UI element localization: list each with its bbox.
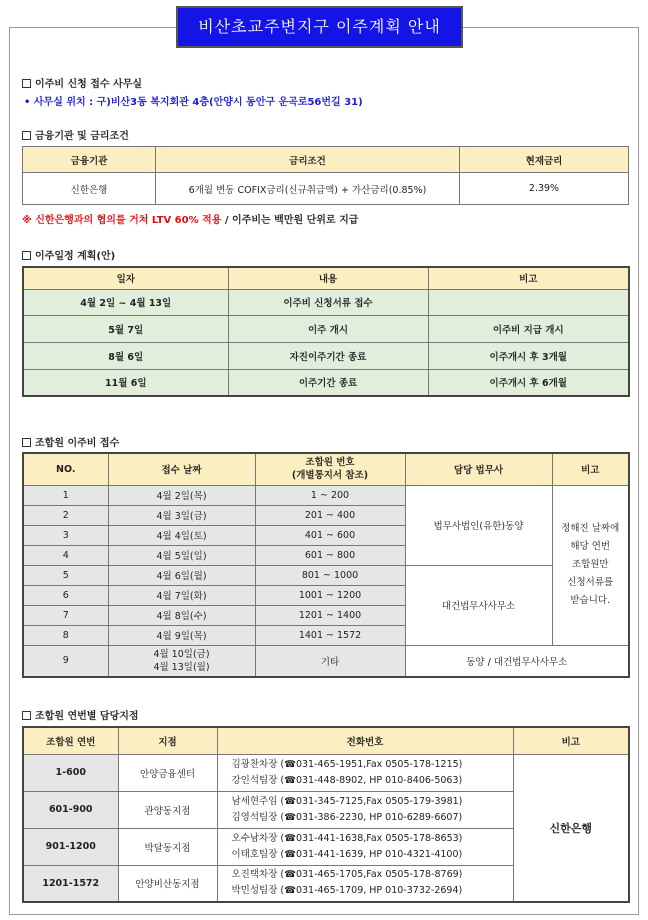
reception-cell: 5 — [23, 565, 108, 585]
reception-note: 정해진 날짜에 해당 연번 조합원만 신청서류를 받습니다. — [552, 485, 629, 645]
reception-cell: 3 — [23, 525, 108, 545]
finance-table — [22, 146, 629, 205]
schedule-table — [22, 266, 630, 397]
reception-table — [22, 452, 630, 678]
reception-cell: 8 — [23, 625, 108, 645]
reception-cell: 4월 5일(일) — [108, 545, 255, 565]
reception-cell: 4월 4일(토) — [108, 525, 255, 545]
schedule-heading: 이주일정 계획(안) — [22, 247, 115, 262]
branch-phones: 남세현주임 (☎031-345-7125,Fax 0505-179-3981) 김영석팀장 (☎031-386-2230, HP 010-6289-6607) — [217, 791, 513, 828]
branch-phones: 김광찬차장 (☎031-465-1951,Fax 0505-178-1215) 강인석팀장 (☎031-448-8902, HP 010-8406-5063) — [217, 754, 513, 791]
reception-lawyer: 법무사법인(유한)동양 — [405, 485, 552, 565]
schedule-cell: 이주개시 후 6개월 — [428, 369, 629, 396]
branch-range: 601-900 — [23, 791, 118, 828]
branch-name: 관양동지점 — [118, 791, 217, 828]
reception-cell: 동양 / 대건법무사사무소 — [405, 645, 629, 677]
reception-cell: 801 ~ 1000 — [255, 565, 405, 585]
finance-heading: 금융기관 및 금리조건 — [22, 127, 129, 142]
reception-cell: 1401 ~ 1572 — [255, 625, 405, 645]
page-title: 비산초교주변지구 이주계획 안내 — [176, 6, 463, 48]
schedule-cell: 이주기간 종료 — [228, 369, 428, 396]
schedule-cell: 이주개시 후 3개월 — [428, 342, 629, 369]
branches-header: 조합원 연번 — [23, 727, 118, 754]
reception-cell: 4월 9일(목) — [108, 625, 255, 645]
reception-cell: 1 — [23, 485, 108, 505]
reception-header: 접수 날짜 — [108, 453, 255, 485]
reception-lawyer: 대건법무사사무소 — [405, 565, 552, 645]
branches-table — [22, 726, 630, 903]
schedule-cell: 4월 2일 ~ 4월 13일 — [23, 289, 228, 315]
branches-note: 신한은행 — [513, 754, 629, 902]
reception-cell: 2 — [23, 505, 108, 525]
reception-header: 비고 — [552, 453, 629, 485]
reception-header: 조합원 번호 (개별통지서 참조) — [255, 453, 405, 485]
reception-cell: 601 ~ 800 — [255, 545, 405, 565]
branch-name: 안양금융센터 — [118, 754, 217, 791]
reception-cell: 4월 2일(목) — [108, 485, 255, 505]
reception-cell: 1001 ~ 1200 — [255, 585, 405, 605]
branch-range: 1201-1572 — [23, 865, 118, 902]
reception-header: NO. — [23, 453, 108, 485]
branch-phones: 오수남차장 (☎031-441-1638,Fax 0505-178-8653) 이태호팀장 (☎031-441-1639, HP 010-4321-4100) — [217, 828, 513, 865]
schedule-cell: 8월 6일 — [23, 342, 228, 369]
branch-name: 박달동지점 — [118, 828, 217, 865]
reception-cell: 4월 8일(수) — [108, 605, 255, 625]
schedule-cell: 5월 7일 — [23, 315, 228, 342]
branches-header: 전화번호 — [217, 727, 513, 754]
reception-cell: 9 — [23, 645, 108, 677]
finance-cell: 2.39% — [460, 173, 629, 205]
reception-cell: 201 ~ 400 — [255, 505, 405, 525]
schedule-cell: 이주 개시 — [228, 315, 428, 342]
finance-header: 금융기관 — [23, 147, 156, 173]
reception-cell: 4월 10일(금) 4월 13일(월) — [108, 645, 255, 677]
branch-name: 안양비산동지점 — [118, 865, 217, 902]
schedule-header: 내용 — [228, 267, 428, 289]
schedule-header: 일자 — [23, 267, 228, 289]
branches-header: 지점 — [118, 727, 217, 754]
branch-range: 1-600 — [23, 754, 118, 791]
schedule-cell: 자진이주기간 종료 — [228, 342, 428, 369]
branch-range: 901-1200 — [23, 828, 118, 865]
reception-cell: 4월 7일(화) — [108, 585, 255, 605]
branch-phones: 오진택차장 (☎031-465-1705,Fax 0505-178-8769) 박민성팀장 (☎031-465-1709, HP 010-3732-2694) — [217, 865, 513, 902]
reception-cell: 1201 ~ 1400 — [255, 605, 405, 625]
finance-header: 현재금리 — [460, 147, 629, 173]
reception-cell: 401 ~ 600 — [255, 525, 405, 545]
schedule-cell — [428, 289, 629, 315]
branches-header: 비고 — [513, 727, 629, 754]
reception-cell: 1 ~ 200 — [255, 485, 405, 505]
reception-cell: 4월 3일(금) — [108, 505, 255, 525]
schedule-cell: 이주비 신청서류 접수 — [228, 289, 428, 315]
schedule-header: 비고 — [428, 267, 629, 289]
office-location: • 사무실 위치 : 구)비산3동 복지회관 4층(안양시 동안구 운곡로56번길 31) — [24, 97, 363, 108]
reception-cell: 기타 — [255, 645, 405, 677]
finance-cell: 6개월 변동 COFIX금리(신규취급액) + 가산금리(0.85%) — [156, 173, 460, 205]
finance-cell: 신한은행 — [23, 173, 156, 205]
reception-cell: 7 — [23, 605, 108, 625]
reception-cell: 4 — [23, 545, 108, 565]
schedule-cell: 11월 6일 — [23, 369, 228, 396]
office-heading: 이주비 신청 접수 사무실 — [22, 75, 142, 90]
finance-note: ※ 신한은행과의 협의를 거쳐 LTV 60% 적용 / 이주비는 백만원 단위로 지급 — [22, 215, 359, 226]
finance-header: 금리조건 — [156, 147, 460, 173]
reception-cell: 4월 6일(월) — [108, 565, 255, 585]
reception-heading: 조합원 이주비 접수 — [22, 434, 119, 449]
reception-header: 담당 법무사 — [405, 453, 552, 485]
reception-cell: 6 — [23, 585, 108, 605]
branches-heading: 조합원 연번별 담당지점 — [22, 707, 139, 722]
schedule-cell: 이주비 지급 개시 — [428, 315, 629, 342]
